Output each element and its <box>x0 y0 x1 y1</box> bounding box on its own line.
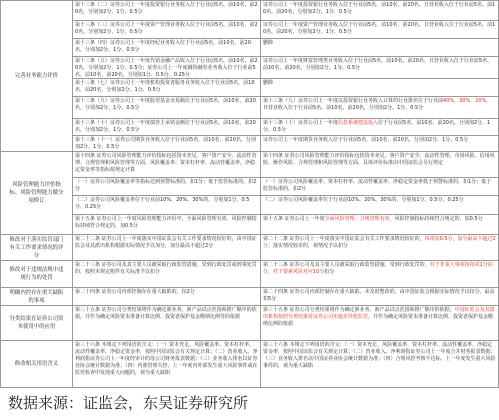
new-rule-text: 第二十二条 证券公司上一年度落实中国证监会有关工作要求情况较好的， <box>263 236 425 242</box>
old-rule-cell: 第十三条（十）证券公司上一年度债券主承销金额位于行业前5名，前10名，前20名，分别加2分、1分、0.5分 <box>73 119 260 135</box>
new-rule-text: 证券公司上一年度财富管理类业务收入位于行业前5名，前10名，前20名，且营业收入位于行业前5名、前10名、前20名，分别加2分、1分、0.5分 <box>263 58 493 71</box>
new-rule-cell <box>261 1 498 20</box>
old-rule-cell: 第二十二条 证券公司上一年度落实中国证监会有关工作要求情况较好的，由中国证监会及其派出机构根据实际情况予以加分，加分最高不超过2分 <box>73 235 260 260</box>
old-rule-cell: 第十五条 证券公司上一年度风险管理能力评价中，全面风险管理有效、风险控制指标持续符合规定的，加0.5分 <box>73 215 260 234</box>
new-rule-cell <box>261 119 498 135</box>
new-rule-text: 第十三条（九）证券公司上一年度以投资银行业务收入计算的行业排名位于行业前 <box>263 98 444 104</box>
new-rule-cell <box>261 57 498 78</box>
new-rule-highlight: 40%、30%、20%， <box>443 98 492 104</box>
new-rule-text: 第十三条（十）证券公司上一年度 <box>263 120 339 126</box>
old-rule-cell: 第十三条（四）证券公司上一年度经纪业务收入位于行业前5名，前10名，前20名，分别加2分、1分、0.5分 <box>73 39 260 56</box>
new-rule-cell <box>261 136 498 151</box>
old-rule-cell: 第三十六条 本规定下列用语的含义：（一）资本充足、风险覆盖率、资本杠杆率、流动性覆盖率、净稳定资金率，按照中国证监会有关规定计算；（二）营业收入、净利润指证券公司上一年度经审计的母公司财务报表数据；（三）业务收入排名以证券业协会统计数据为准；（四）内部管理失控、上一年度内外部发生重大风险事件或在监管检查中发现重大问题的，视为重大缺陷 <box>73 341 260 387</box>
category-cell: 明确内控存在重大缺陷的事项 <box>1 288 72 305</box>
new-rule-text: 风险控制指标持续符合规定的，加0.5分 <box>394 216 483 222</box>
old-rule-cell: 第十四条 证券公司风险管理能力评价指标包括资本充足、客户资产安全、流动性管理、合规管理和风险管理等方面，风险覆盖率、资本杠杆率、流动性覆盖率、净稳定资金率等指标按规定计算 <box>73 152 260 177</box>
new-rule-text: 位于行业前5名、前10名、前20名，分别加2分、1分、0.5分 <box>263 120 491 133</box>
new-rule-text: 第三十六条 本规定下列用语的含义：（一）资本充足、风险覆盖率、资本杠杆率、流动性覆盖率、净稳定资金率，按照中国证监会有关规定计算；（二）营业收入、净利润指证券公司上一年度合并财务报表数据；（三）业务收入排名以中国证券业协会统计数据为准；（四）合规风控考核不达标、上一年度发生重大风险事件的，视为重大缺陷 <box>263 342 496 369</box>
new-rule-text: 证券公司上一年度资产管理业务收入位于行业前5名，前10名，前20名，且营业收入位于行业前5名、前10名、前20名，分别加2分、1分、0.5分 <box>263 22 496 35</box>
old-rule-cell: 第二十四条 证券公司内部控制存在重大缺陷的，扣2分 <box>73 288 260 305</box>
new-rule-cell <box>261 341 498 387</box>
new-rule-cell <box>261 235 498 260</box>
new-rule-text: 删除 <box>263 40 274 46</box>
old-rule-cell: 第十三条（三）证券公司上一年度资产管理业务收入位于行业前5名，前10名，前20名，分别加2分、1分、0.5分 <box>73 21 260 38</box>
new-rule-text: 第三十五条 证券公司分类结果将作为确定新业务、新产品试点范围和推广顺序的依据； <box>263 307 455 313</box>
category-cell: 完善业务能力评价 <box>1 1 72 151</box>
new-rule-highlight: 每项加0.5分，加分最高不超过2分 <box>263 236 496 249</box>
new-rule-highlight: 中国证监会及其派出机构按照分类结果对证券公司实施差异化监管， <box>263 307 495 320</box>
new-rule-highlight: 对于非重大事项按每项1分扣分，对于要素风险对应10分 <box>263 262 493 275</box>
new-rule-text: 第十五条 证券公司上一年度 <box>263 216 325 222</box>
new-rule-cell <box>261 261 498 287</box>
old-rule-cell: （一）证券公司风险覆盖率等指标达到预警标准的，扣1分；低于监管标准的，扣2分 <box>73 178 260 195</box>
new-rule-text: 第二十四条 证券公司内部控制存在重大缺陷、未及时整改的，由中国证监会根据实际情况予以扣分，最高扣5分 <box>263 289 495 302</box>
old-rule-cell: 第十三条（七）证券公司上一年度机构投资者服务业务收入位于行业前5名，前10名，前20名，分别加2分、1分、0.5分 <box>73 79 260 96</box>
new-rule-text: 且营业收入位于行业前5名、前10名、前20名，分别加2分、1分、0.5分 <box>263 105 424 111</box>
new-rule-highlight: 全面风险管理、合规管理有效， <box>324 216 395 222</box>
category-cell: 风险管理能力评价指标、风险管理能力做分项修订 <box>1 152 72 234</box>
new-rule-cell <box>261 288 498 305</box>
old-rule-cell: 第十三条（十一）证券公司期货业务收入位于行业前5名，前10名，前20名，分别加2分、1分、0.5分 <box>73 136 260 151</box>
new-rule-cell <box>261 306 498 340</box>
data-source-note: 数据来源：证监会，东吴证券研究所 <box>8 394 249 412</box>
category-cell: 修改相关用语含义 <box>1 341 72 387</box>
new-rule-cell <box>261 178 498 195</box>
old-rule-cell: 第十三条（九）证券公司上一年度股票基金交易额位于行业前5名，前10名，前20名，分别加2分、1分、0.5分 <box>73 97 260 118</box>
old-rule-cell: 第二十三条 证券公司及其主要人员被采取行政监管措施、受到行政处罚或刑事处罚的，按照本规定附件有关标准予以扣分 <box>73 261 260 287</box>
category-cell: 分类结果在证券公司资本使用中的应用 <box>1 306 72 340</box>
new-rule-text: 证券公司上一年度投资银行业务收入位于行业前5名，前10名，前20名，且营业收入位于行业前5名、前10名、前20名，分别加2分、1分、0.5分 <box>263 2 496 15</box>
old-rule-cell: （二）证券公司风险覆盖率位于行业前10%、20%、30%的，分别加1分、0.5分、0.25分 <box>73 196 260 214</box>
new-rule-text: 删除 <box>263 80 274 86</box>
new-rule-cell <box>261 39 498 56</box>
new-rule-text: 证券公司上一年度期货业务收入位于行业前5名，前10名，前20名，分别加2分、1分、0.5分 <box>263 137 469 143</box>
new-rule-cell <box>261 196 498 214</box>
new-rule-text: 第十四条 证券公司风险管理能力评价指标包括资本充足、客户资产安全、流动性管理、市场风险、信用风险、操作风险、合规管理和风险管理等方面，具体评价标准由中国证监会另行规定 <box>263 153 495 166</box>
new-rule-cell <box>261 215 498 234</box>
new-rule-highlight: 信息系统建设投入 <box>338 120 379 126</box>
new-rule-text: （二）证券公司风险覆盖率位于行业前10%、20%、30%的，分别加1分、0.5分、0.25分 <box>263 197 464 203</box>
old-rule-cell: 第十三条（五）证券公司上一年度代销金融产品收入位于行业前5名，前10名，前20名，分别加2分、1分、0.5分；证券公司上一年度融资融券业务收入位于行业前5名，前10名，前20名，分别加1分、0.5分、0.25分 <box>73 57 260 78</box>
new-rule-text: 扣分 <box>324 269 335 275</box>
new-rule-text: ；落实情况较差的，视情况予以扣分 <box>268 243 349 249</box>
category-cell: 修改对于违规法规中违规行为的处罚 <box>1 261 72 287</box>
new-rule-cell <box>261 21 498 38</box>
new-rule-text: 并作为确定风险资本准备计算比例、投资者保护基金缴纳比例的依据 <box>263 314 494 327</box>
new-rule-cell <box>261 152 498 177</box>
category-cell: 修改对于落实监管部门有关工作要求情况的评分 <box>1 235 72 260</box>
new-rule-cell <box>261 97 498 118</box>
new-rule-text: 第二十三条 证券公司及其主要人员被采取行政监管措施、受到行政处罚的， <box>263 262 430 268</box>
new-rule-cell <box>261 79 498 96</box>
new-rule-text: （一）证券公司风险覆盖率、资本杠杆率、流动性覆盖率、净稳定资金率低于预警标准的，扣1分；低于监管标准的，扣2分 <box>263 179 492 192</box>
old-rule-cell: 第三十五条 证券公司分类结果将作为确定新业务、新产品试点范围和推广顺序的依据，并作为确定风险资本准备计算比例、投资者保护基金缴纳比例等的依据 <box>73 306 260 340</box>
old-rule-cell: 第十三条（二）证券公司上一年度投资银行业务收入位于行业前5名，前10名，前20名，分别加2分、1分、0.5分 <box>73 1 260 20</box>
